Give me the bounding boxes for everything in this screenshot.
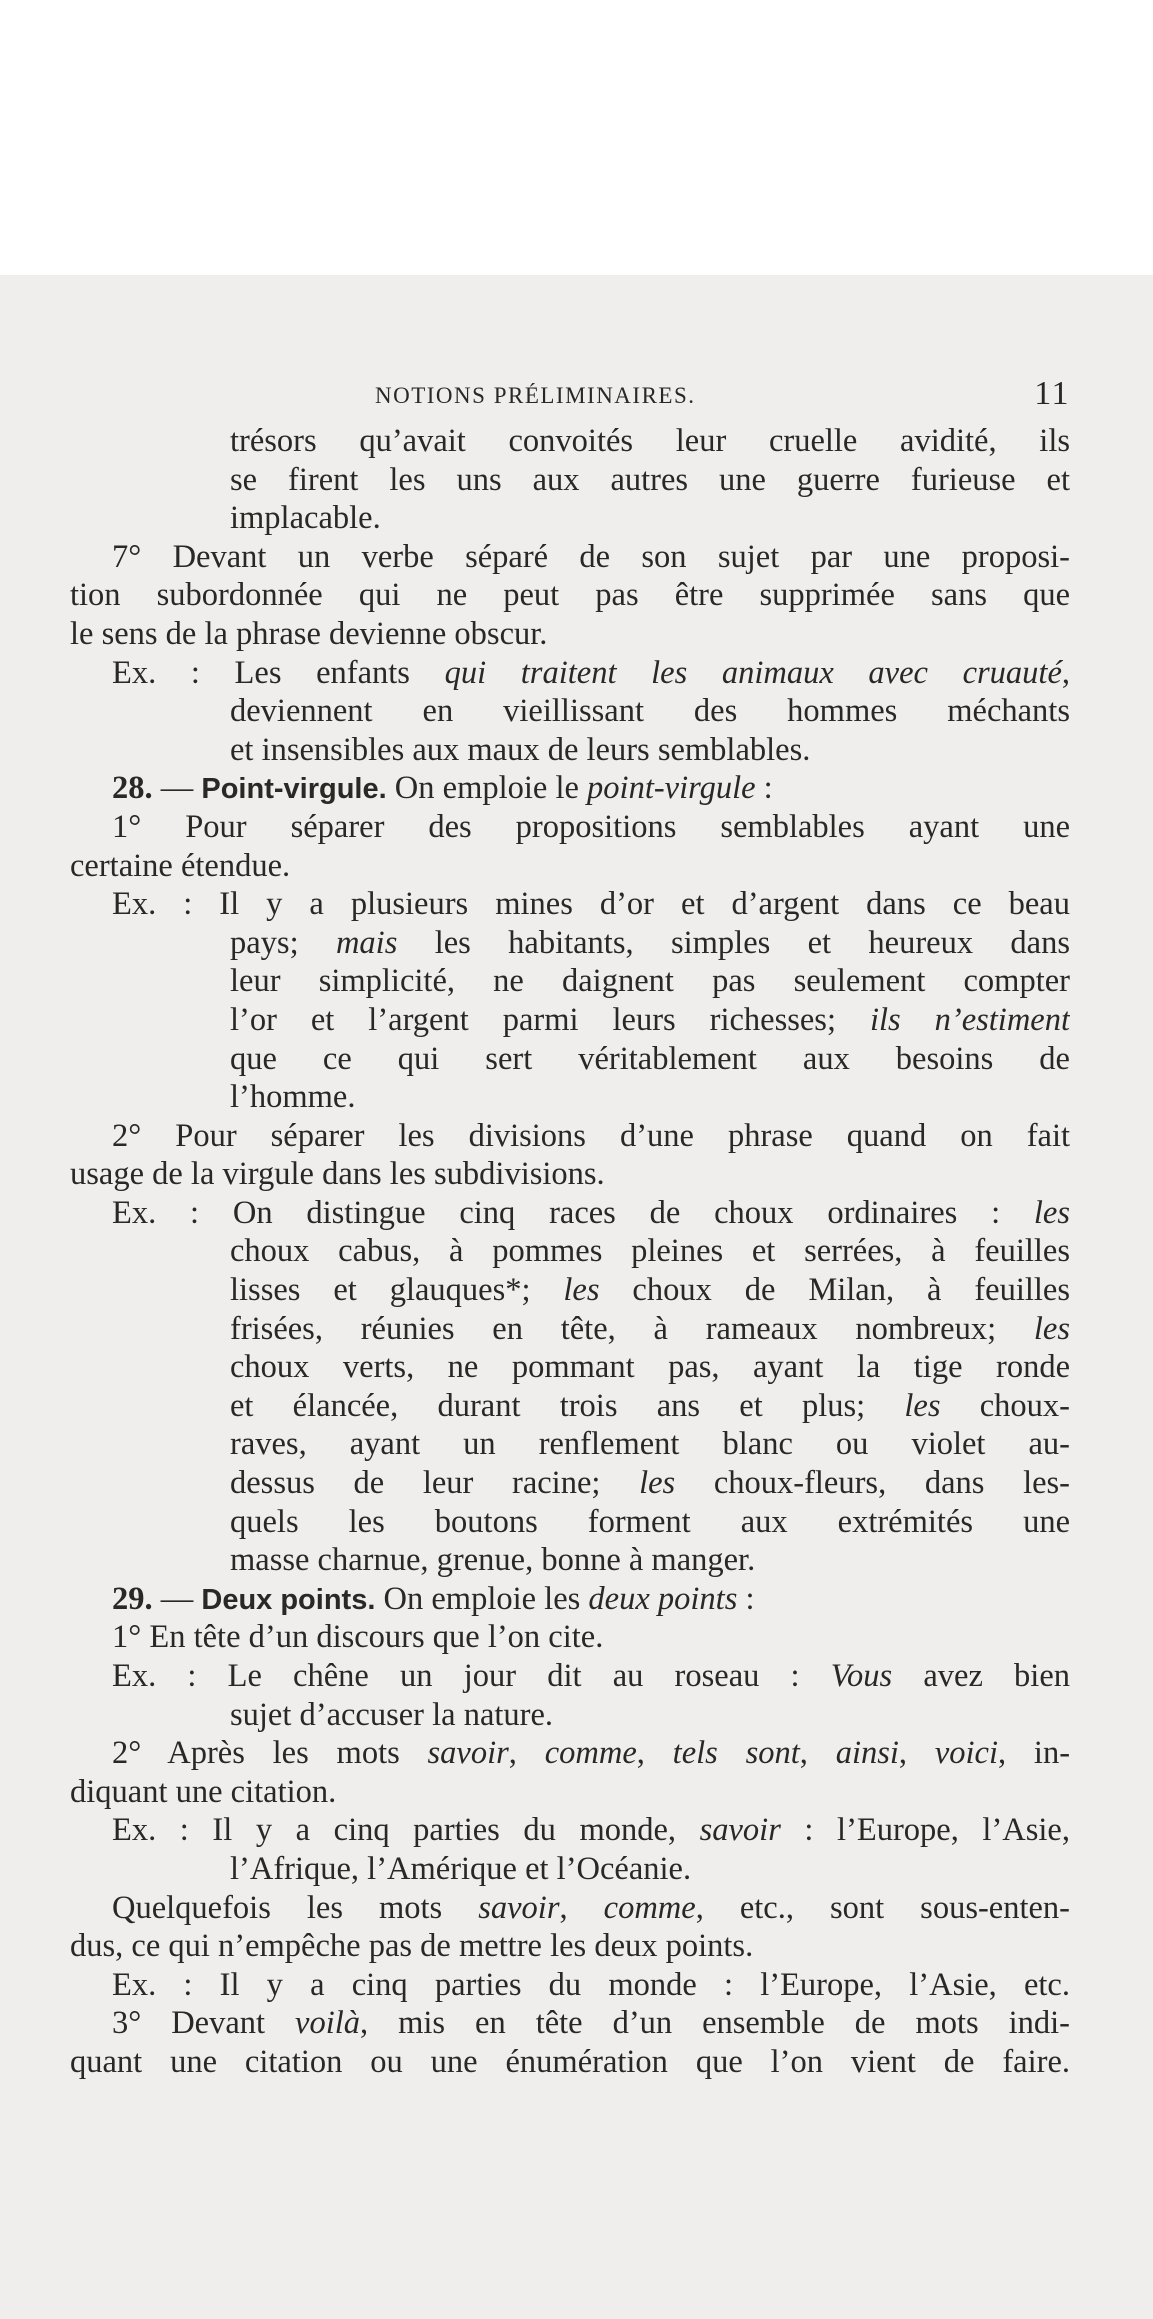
text-line: l’or et l’argent parmi leurs richesses; ils n’estiment [230, 1001, 1070, 1038]
text-line: frisées, réunies en tête, à rameaux nombreux; les [230, 1310, 1070, 1347]
text-line: Ex. : Il y a cinq parties du monde : l’Europe, l’Asie, etc. [112, 1966, 1070, 2003]
body-text [70, 422, 1070, 2082]
text-line: Quelquefois les mots savoir, comme, etc., sont sous-enten- [112, 1889, 1070, 1926]
text-line: 1° En tête d’un discours que l’on cite. [112, 1619, 604, 1656]
text-line: lisses et glauques*; les choux de Milan, à feuilles [230, 1272, 1070, 1309]
text-line: quant une citation ou une énumération que l’on vient de faire. [70, 2043, 1070, 2080]
text-line: se firent les uns aux autres une guerre furieuse et [230, 461, 1070, 498]
text-line: sujet d’accuser la nature. [230, 1696, 554, 1733]
text-line: Ex. : On distingue cinq races de choux ordinaires : les [112, 1194, 1070, 1231]
text-line: choux cabus, à pommes pleines et serrées, à feuilles [230, 1233, 1070, 1270]
text-line: pays; mais les habitants, simples et heureux dans [230, 924, 1070, 961]
text-line: tion subordonnée qui ne peut pas être supprimée sans que [70, 577, 1070, 614]
text-line: leur simplicité, ne daignent pas seulement compter [230, 963, 1070, 1000]
text-line: quels les boutons forment aux extrémités une [230, 1503, 1070, 1540]
text-line: dessus de leur racine; les choux-fleurs, dans les- [230, 1465, 1070, 1502]
text-line: deviennent en vieillissant des hommes méchants [230, 693, 1070, 730]
text-line: Ex. : Il y a plusieurs mines d’or et d’argent dans ce beau [112, 886, 1070, 923]
text-line: Ex. : Le chêne un jour dit au roseau : Vous avez bien [112, 1658, 1070, 1694]
text-line: et élancée, durant trois ans et plus; les choux- [230, 1387, 1070, 1424]
text-line: certaine étendue. [70, 847, 291, 884]
text-line: 28. — Point-virgule. On emploie le point-virgule : [112, 770, 773, 807]
text-line: usage de la virgule dans les subdivisions. [70, 1156, 605, 1193]
text-line: et insensibles aux maux de leurs semblables. [230, 731, 811, 768]
text-line: diquant une citation. [70, 1773, 337, 1810]
running-title: NOTIONS PRÉLIMINAIRES. [375, 383, 696, 408]
text-line: 2° Pour séparer les divisions d’une phrase quand on fait [112, 1117, 1070, 1154]
text-line: Ex. : Les enfants qui traitent les animaux avec cruauté, [112, 654, 1070, 691]
running-header [70, 375, 1070, 415]
text-line: masse charnue, grenue, bonne à manger. [230, 1542, 756, 1579]
text-line: dus, ce qui n’empêche pas de mettre les deux points. [70, 1928, 754, 1965]
text-line: le sens de la phrase devienne obscur. [70, 615, 548, 652]
text-line: 7° Devant un verbe séparé de son sujet par une proposi- [112, 538, 1070, 575]
text-line: l’homme. [230, 1079, 356, 1116]
text-line: 1° Pour séparer des propositions semblables ayant une [112, 808, 1070, 845]
text-line: implacable. [230, 500, 381, 537]
text-line: raves, ayant un renflement blanc ou violet au- [230, 1426, 1070, 1463]
text-line: l’Afrique, l’Amérique et l’Océanie. [230, 1850, 692, 1887]
page-number: 11 [1034, 375, 1070, 412]
text-line: choux verts, ne pommant pas, ayant la tige ronde [230, 1349, 1070, 1386]
text-line: trésors qu’avait convoités leur cruelle avidité, ils [230, 423, 1070, 459]
text-line: 29. — Deux points. On emploie les deux points : [112, 1580, 755, 1617]
text-line: que ce qui sert véritablement aux besoins de [230, 1040, 1070, 1077]
text-line: 2° Après les mots savoir, comme, tels sont, ainsi, voici, in- [112, 1735, 1070, 1772]
text-line: 3° Devant voilà, mis en tête d’un ensemble de mots indi- [112, 2005, 1070, 2042]
text-line: Ex. : Il y a cinq parties du monde, savoir : l’Europe, l’Asie, [112, 1812, 1070, 1849]
